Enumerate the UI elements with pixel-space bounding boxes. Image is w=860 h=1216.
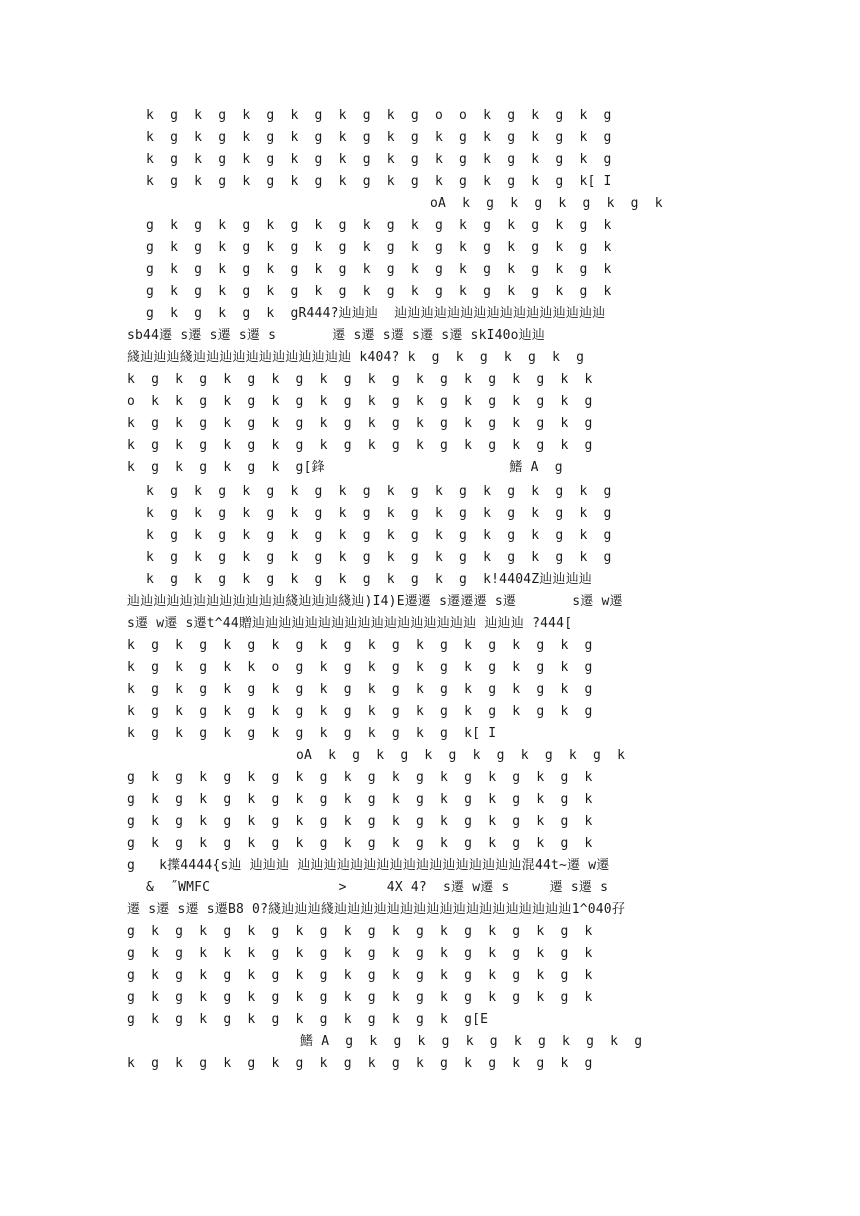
text-line: k g k g k g k g k g k g k g k g k g k g — [127, 438, 593, 453]
text-line: k g k g k g k g k g k g k g k!4404Z辿辿辿辿 — [146, 572, 593, 587]
text-line: 綫辿辿辿綫辿辿辿辿辿辿辿辿辿辿辿辿 k404? k g k g k g k g — [127, 350, 585, 365]
text-line: k g k g k g k g k g k g k g k[ I — [127, 726, 497, 741]
text-line: oA k g k g k g k g k g k g k — [296, 748, 626, 763]
text-line: k g k g k g k g k g k g o o k g k g k g — [146, 108, 612, 123]
text-line: g k g k g k g k g k g k g k g k g k g k — [146, 262, 612, 277]
text-line: k g k g k g k g k g k g k g k g k g k g — [146, 484, 612, 499]
text-line: oA k g k g k g k g k — [430, 196, 663, 211]
text-line: k g k g k g k g k g k g k g k g k g k[ I — [146, 174, 612, 189]
text-line: k g k g k g k g k g k g k g k g k g k g — [127, 416, 593, 431]
text-line: sb44遷 s遷 s遷 s遷 s 遷 s遷 s遷 s遷 s遷 skI40o辿辿 — [127, 328, 546, 343]
text-line: k g k g k g k g k g k g k g k g k g k g — [146, 550, 612, 565]
text-line: g k擛4444{s辿 辿辿辿 辿辿辿辿辿辿辿辿辿辿辿辿辿辿辿辿辿混44t~遷 w遷 — [127, 858, 610, 873]
text-line: g k g k g k g k g k g k g k g k g k g k — [146, 218, 612, 233]
text-line: k g k g k g k g k g k g k g k g k g k g — [127, 638, 593, 653]
text-line: k g k g k g k g k g k g k g k g k g k g — [127, 704, 593, 719]
text-line: k g k g k g k g[鋒 鰭 A g — [127, 460, 563, 475]
text-line: k g k g k g k g k g k g k g k g k g k g — [146, 528, 612, 543]
text-line: g k g k g k gR444?辿辿辿 辿辿辿辿辿辿辿辿辿辿辿辿辿辿辿辿 — [146, 306, 606, 321]
text-line: o k k g k g k g k g k g k g k g k g k g — [127, 394, 593, 409]
text-line: k g k g k g k g k g k g k g k g k g k g — [146, 506, 612, 521]
text-line: 鰭 A g k g k g k g k g k g k g — [300, 1034, 643, 1049]
text-line: g k g k g k g k g k g k g k g k g k g k — [127, 836, 593, 851]
text-line: & ˝WMFC > 4X 4? s遷 w遷 s 遷 s遷 s — [146, 880, 609, 895]
text-line: g k g k g k g k g k g k g k g k g k g k — [127, 968, 593, 983]
text-line: 遷 s遷 s遷 s遷B8 0?綫辿辿辿綫辿辿辿辿辿辿辿辿辿辿辿辿辿辿辿辿辿辿1^040孖 — [127, 902, 626, 917]
text-line: k g k g k g k g k g k g k g k g k g k k — [127, 372, 593, 387]
text-line: g k g k k k g k g k g k g k g k g k g k — [127, 946, 593, 961]
text-line: g k g k g k g k g k g k g k g k g k g k — [127, 770, 593, 785]
text-line: g k g k g k g k g k g k g k g k g k g k — [127, 924, 593, 939]
text-line: k g k g k g k g k g k g k g k g k g k g — [146, 152, 612, 167]
text-line: 辿辿辿辿辿辿辿辿辿辿辿辿綫辿辿辿綫辿)I4)E遷遷 s遷遷遷 s遷 s遷 w遷 — [127, 594, 623, 609]
text-line: k g k g k g k g k g k g k g k g k g k g — [127, 682, 593, 697]
text-line: s遷 w遷 s遷t^44贈辿辿辿辿辿辿辿辿辿辿辿辿辿辿辿辿辿 辿辿辿 ?444[ — [127, 616, 573, 631]
text-line: g k g k g k g k g k g k g k g k g k g k — [127, 990, 593, 1005]
text-line: g k g k g k g k g k g k g k g k g k g k — [146, 240, 612, 255]
text-line: k g k g k g k g k g k g k g k g k g k g — [127, 1056, 593, 1071]
text-line: k g k g k k o g k g k g k g k g k g k g — [127, 660, 593, 675]
text-line: g k g k g k g k g k g k g k g k g k g k — [127, 792, 593, 807]
text-line: g k g k g k g k g k g k g k g k g k g k — [127, 814, 593, 829]
text-line: g k g k g k g k g k g k g k g k g k g k — [146, 284, 612, 299]
text-line: k g k g k g k g k g k g k g k g k g k g — [146, 130, 612, 145]
text-line: g k g k g k g k g k g k g k g[E — [127, 1012, 489, 1027]
